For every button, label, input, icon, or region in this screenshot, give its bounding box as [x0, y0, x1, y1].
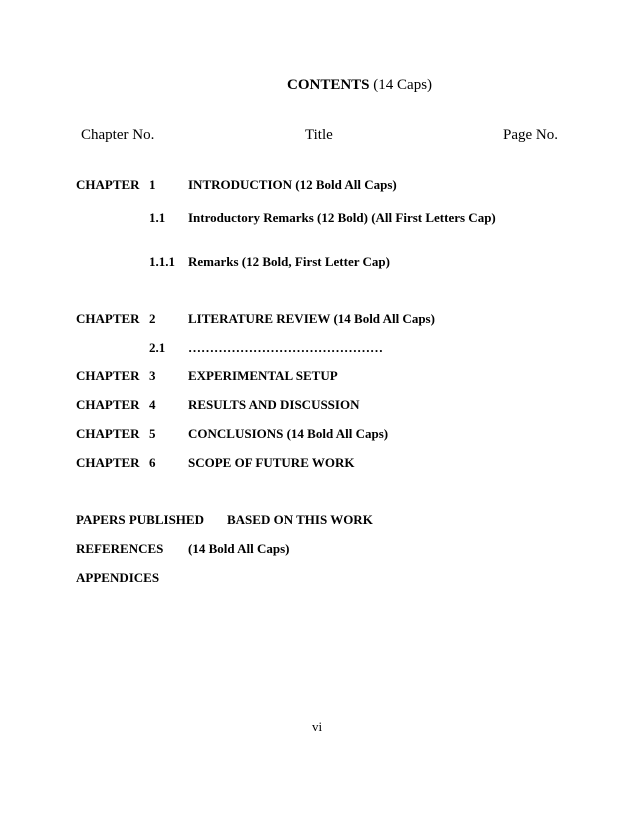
contents-note: (14 Caps) [369, 77, 433, 93]
chapter-1-number: 1 [149, 177, 156, 192]
chapter-2-number: 2 [149, 311, 156, 326]
section-1-1-1-number: 1.1.1 [149, 254, 175, 269]
contents-title: CONTENTS [287, 77, 370, 93]
papers-published-label: PAPERS PUBLISHED [76, 512, 204, 527]
chapter-5-label: CHAPTER [76, 426, 140, 441]
chapter-5-title: CONCLUSIONS (14 Bold All Caps) [188, 426, 389, 441]
chapter-3-title: EXPERIMENTAL SETUP [188, 368, 338, 383]
references-label: REFERENCES [76, 541, 164, 556]
section-1-1-number: 1.1 [149, 210, 166, 225]
chapter-4-label: CHAPTER [76, 397, 140, 412]
column-header-page: Page No. [503, 127, 558, 143]
section-2-1-number: 2.1 [149, 340, 166, 355]
column-header-chapter: Chapter No. [81, 127, 155, 143]
page-number: vi [312, 719, 323, 734]
chapter-2-title: LITERATURE REVIEW (14 Bold All Caps) [188, 311, 435, 326]
chapter-4-number: 4 [149, 397, 156, 412]
chapter-3-label: CHAPTER [76, 368, 140, 383]
chapter-6-number: 6 [149, 455, 156, 470]
appendices-label: APPENDICES [76, 570, 160, 585]
chapter-2-label: CHAPTER [76, 311, 140, 326]
chapter-5-number: 5 [149, 426, 156, 441]
section-2-1-title: ……………………………………… [188, 340, 383, 355]
chapter-3-number: 3 [149, 368, 156, 383]
papers-published-title: BASED ON THIS WORK [227, 512, 373, 527]
chapter-4-title: RESULTS AND DISCUSSION [188, 397, 360, 412]
chapter-6-label: CHAPTER [76, 455, 140, 470]
column-header-title: Title [305, 127, 333, 143]
section-1-1-title: Introductory Remarks (12 Bold) (All First Letters Cap) [188, 210, 496, 225]
page-title [287, 77, 432, 94]
references-note: (14 Bold All Caps) [188, 541, 290, 556]
chapter-1-label: CHAPTER [76, 177, 140, 192]
chapter-1-title: INTRODUCTION (12 Bold All Caps) [188, 177, 397, 192]
chapter-6-title: SCOPE OF FUTURE WORK [188, 455, 355, 470]
section-1-1-1-title: Remarks (12 Bold, First Letter Cap) [188, 254, 390, 269]
